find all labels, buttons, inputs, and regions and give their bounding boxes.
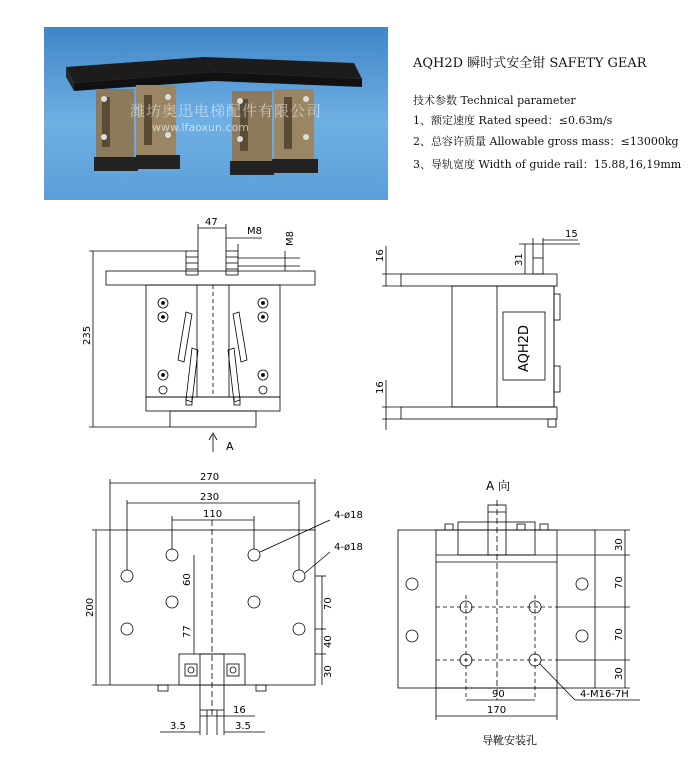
dim-16-top: 16 [375, 249, 386, 262]
param-gross-mass: 2、总容许质量 Allowable gross mass：≤13000kg [413, 135, 679, 148]
param-rated-speed: 1、额定速度 Rated speed：≤0.63m/s [413, 114, 613, 127]
dim-70: 70 [323, 597, 334, 610]
dim-30-bottom: 30 [614, 667, 625, 680]
param-guide-rail-width: 3、导轨宽度 Width of guide rail：15.88,16,19mm [413, 158, 682, 171]
dim-90: 90 [492, 689, 505, 700]
dim-30: 30 [323, 665, 334, 678]
dim-3-5-left: 3.5 [170, 721, 186, 732]
a-view-title: A 向 [486, 479, 511, 493]
front-view [89, 224, 315, 452]
dim-200: 200 [85, 597, 96, 617]
dim-30-top: 30 [614, 538, 625, 551]
photo-watermark-url: www.lfaoxun.com [152, 121, 249, 134]
dim-77: 77 [182, 625, 193, 638]
a-view [398, 500, 640, 720]
hole-spec-a: 4-ø18 [334, 510, 363, 521]
dim-3-5-right: 3.5 [235, 721, 251, 732]
dim-70-a: 70 [614, 576, 625, 589]
params-heading: 技术参数 Technical parameter [413, 94, 576, 107]
model-label: AQH2D [517, 325, 532, 372]
thread-spec: 4-M16-7H [580, 689, 629, 700]
dim-110: 110 [203, 509, 223, 520]
dim-230: 230 [200, 492, 220, 503]
product-title: AQH2D 瞬时式安全钳 SAFETY GEAR [413, 56, 647, 71]
dim-15: 15 [565, 229, 578, 240]
dim-16-bottom: 16 [375, 381, 386, 394]
dim-270: 270 [200, 472, 220, 483]
view-a-arrow-label: A [226, 440, 234, 453]
dim-16: 16 [233, 705, 246, 716]
dim-31: 31 [514, 253, 525, 266]
dim-170: 170 [487, 705, 507, 716]
dim-70-b: 70 [614, 628, 625, 641]
dim-60: 60 [182, 573, 193, 586]
dim-235: 235 [82, 325, 93, 345]
dim-47: 47 [205, 217, 218, 228]
dim-40: 40 [323, 635, 334, 648]
dim-m8-horizontal: M8 [247, 226, 262, 237]
photo-watermark: 潍坊奥迅电梯配件有限公司 [130, 102, 323, 120]
side-view [382, 238, 580, 430]
a-view-caption: 导靴安装孔 [482, 734, 537, 747]
hole-spec-b: 4-ø18 [334, 542, 363, 553]
dim-m8-vertical: M8 [285, 231, 296, 246]
